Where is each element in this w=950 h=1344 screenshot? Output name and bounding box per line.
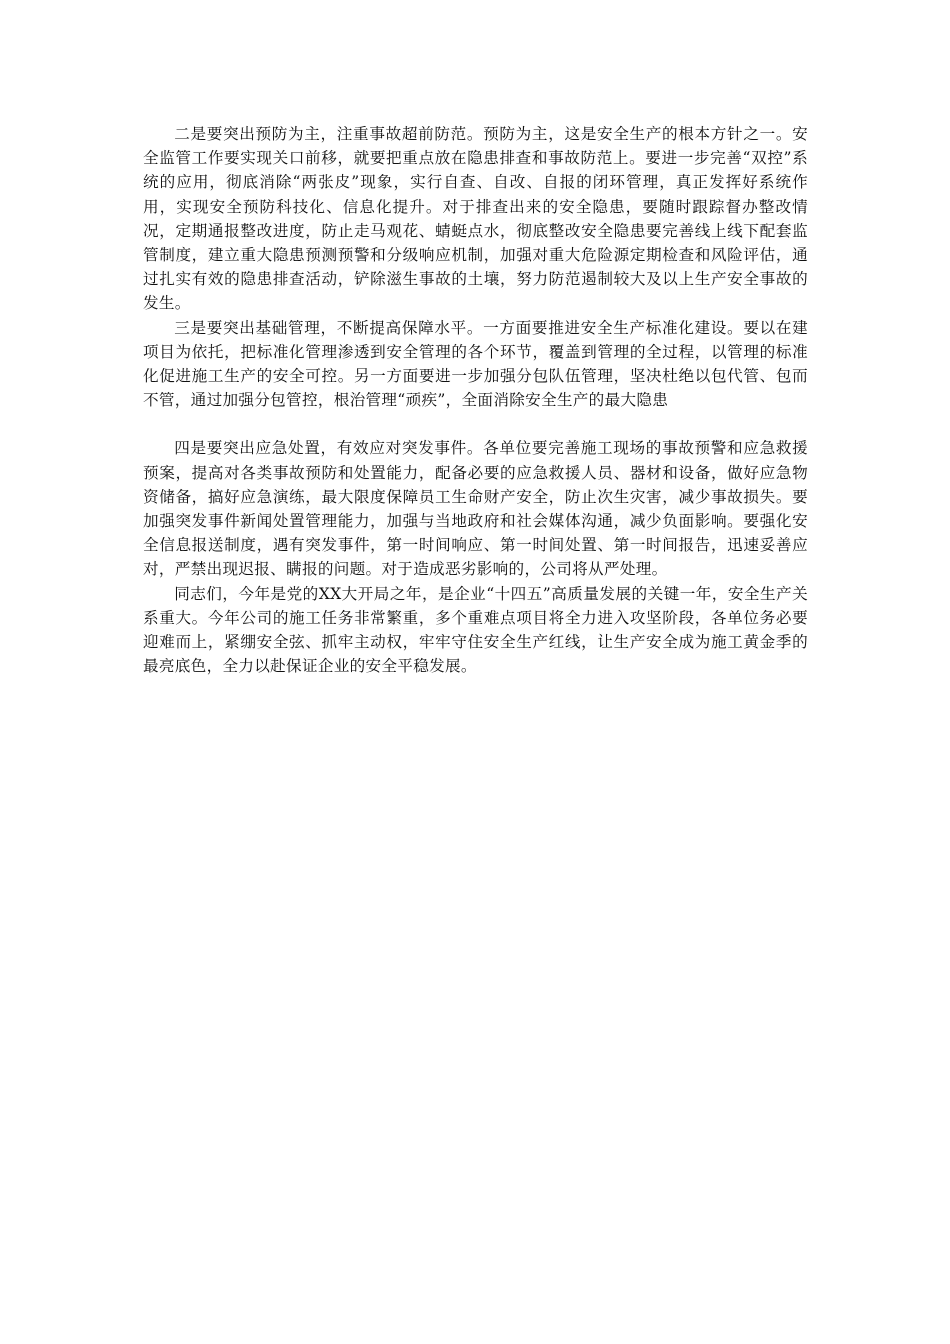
paragraph-closing: 同志们，今年是党的XX大开局之年，是企业“十四五”高质量发展的关键一年，安全生产关系重大。今年公司的施工任务非常繁重，多个重难点项目将全力进入攻坚阶段，各单位务必要迎难而上，紧绷安全弦、抓牢主动权，牢牢守住安全生产红线，让生产安全成为施工黄金季的最亮底色，全力以赴保证企业的安全平稳发展。 [143,584,808,676]
document-body [143,122,808,678]
paragraph-basic-management: 三是要突出基础管理，不断提高保障水平。一方面要推进安全生产标准化建设。要以在建项目为依托，把标准化管理渗透到安全管理的各个环节，覆盖到管理的全过程，以管理的标准化促进施工生产的安全可控。另一方面要进一步加强分包队伍管理，坚决杜绝以包代管、包而不管，通过加强分包管控，根治管理“顽疾”，全面消除安全生产的最大隐患 [143,318,808,410]
paragraph-prevention: 二是要突出预防为主，注重事故超前防范。预防为主，这是安全生产的根本方针之一。安全监管工作要实现关口前移，就要把重点放在隐患排查和事故防范上。要进一步完善“双控”系统的应用，彻底消除“两张皮”现象，实行自查、自改、自报的闭环管理，真正发挥好系统作用，实现安全预防科技化、信息化提升。对于排查出来的安全隐患，要随时跟踪督办整改情况，定期通报整改进度，防止走马观花、蜻蜓点水，彻底整改安全隐患要完善线上线下配套监管制度，建立重大隐患预测预警和分级响应机制，加强对重大危险源定期检查和风险评估，通过扎实有效的隐患排查活动，铲除滋生事故的土壤，努力防范遏制较大及以上生产安全事故的发生。 [143,125,808,313]
paragraph-emergency-response: 四是要突出应急处置，有效应对突发事件。各单位要完善施工现场的事故预警和应急救援预案，提高对各类事故预防和处置能力，配备必要的应急救援人员、器材和设备，做好应急物资储备，搞好应急演练，最大限度保障员工生命财产安全，防止次生灾害，减少事故损失。要加强突发事件新闻处置管理能力，加强与当地政府和社会媒体沟通，减少负面影响。要强化安全信息报送制度，遇有突发事件，第一时间响应、第一时间处置、第一时间报告，迅速妥善应对，严禁出现迟报、瞒报的问题。对于造成恶劣影响的，公司将从严处理。 [143,439,808,579]
paragraph-gap [143,412,808,436]
